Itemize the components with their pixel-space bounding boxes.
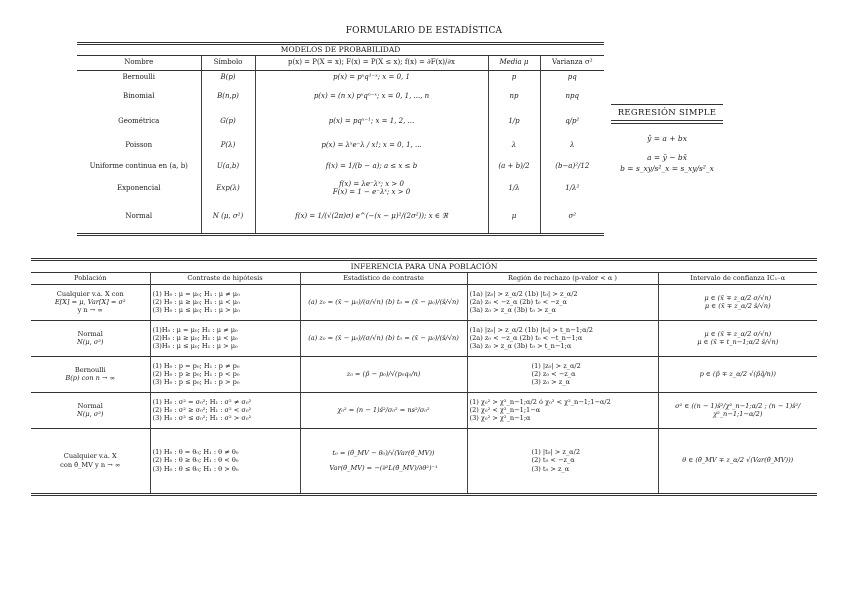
model-formula: f(x) = 1/(b − a); a ≤ x ≤ b	[255, 157, 488, 177]
model-symbol: B(p)	[201, 71, 255, 85]
inference-row	[31, 428, 817, 494]
hypotheses: (1) H₀ : σ² = σ₀²; H₁ : σ² ≠ σ₀² (2) H₀ : σ² ≥ σ₀²; H₁ : σ² < σ₀² (3) H₀ : σ² ≤ σ₀²; H₁ : σ² > σ₀²	[150, 392, 300, 428]
model-name: Binomial	[123, 91, 155, 100]
model-variance: pq	[540, 71, 604, 85]
test-statistic: t₀ = (θ̂_MV − θ₀)/√(Var(θ̂_MV)) Var(θ̂_MV) = −(∂²L(θ̂_MV)/∂θ²)⁻¹	[300, 428, 467, 494]
model-symbol: N (μ, σ²)	[201, 201, 255, 235]
page-title: FORMULARIO DE ESTADÍSTICA	[345, 26, 503, 36]
model-name: Exponencial	[117, 183, 161, 192]
models-table	[77, 42, 604, 236]
model-variance: q/p²	[540, 109, 604, 135]
header-simbolo: Símbolo	[201, 56, 255, 71]
test-statistic: χ₀² = (n − 1)ŝ²/σ₀² = ns²/σ₀²	[300, 392, 467, 428]
model-row	[77, 157, 604, 177]
model-row	[77, 109, 604, 135]
model-formula: p(x) = λˣe⁻λ / x!; x = 0, 1, ...	[255, 135, 488, 157]
model-name: Uniforme continua en (a, b)	[89, 161, 188, 170]
model-mean: p	[488, 71, 540, 85]
model-mean: μ	[488, 201, 540, 235]
model-variance: npq	[540, 85, 604, 109]
regression-box	[611, 104, 723, 173]
model-variance: σ²	[540, 201, 604, 235]
model-mean: 1/λ	[488, 177, 540, 201]
header-varianza: Varianza σ²	[540, 56, 604, 71]
confidence-interval: μ ∈ (x̄ ∓ z_α/2 σ/√n) μ ∈ (x̄ ∓ t_n−1;α/2 ŝ/√n)	[658, 320, 817, 356]
header-estadistico: Estadístico de contraste	[300, 273, 467, 284]
model-symbol: Exp(λ)	[201, 177, 255, 201]
rejection-region: (1a) |z₀| > z_α/2 (1b) |t₀| > z_α/2 (2a) z₀ < −z_α (2b) t₀ < −z_α (3a) z₀ > z_α (3b) t₀ > z_α	[467, 284, 658, 320]
regression-title: REGRESIÓN SIMPLE	[611, 104, 723, 124]
hypotheses: (1) H₀ : μ = μ₀; H₁ : μ ≠ μ₀ (2) H₀ : μ ≥ μ₀; H₁ : μ < μ₀ (3) H₀ : μ ≤ μ₀; H₁ : μ > μ₀	[150, 284, 300, 320]
model-variance: λ	[540, 135, 604, 157]
model-mean: λ	[488, 135, 540, 157]
confidence-interval: μ ∈ (x̄ ∓ z_α/2 σ/√n) μ ∈ (x̄ ∓ z_α/2 ŝ/√n)	[658, 284, 817, 320]
model-name: Bernoulli	[122, 72, 156, 81]
test-statistic: (a) z₀ = (x̄ − μ₀)/(σ/√n) (b) t₀ = (x̄ − μ₀)/(ŝ/√n)	[300, 320, 467, 356]
inference-row	[31, 284, 817, 320]
regression-eq-line: ŷ = a + bx	[647, 134, 687, 143]
confidence-interval: σ² ∈ ((n − 1)ŝ²/χ²_n−1;α/2 ; (n − 1)ŝ²/χ²_n−1;1−α/2)	[658, 392, 817, 428]
confidence-interval: p ∈ (p̂ ∓ z_α/2 √(p̂q̂/n))	[658, 356, 817, 392]
model-symbol: B(n,p)	[201, 85, 255, 109]
model-formula: p(x) = pˣq¹⁻ˣ; x = 0, 1	[255, 71, 488, 85]
regression-eq-a: a = ȳ − bx̄	[647, 153, 687, 162]
hypotheses: (1) H₀ : p = p₀; H₁ : p ≠ p₀ (2) H₀ : p ≥ p₀; H₁ : p < p₀ (3) H₀ : p ≤ p₀; H₁ : p > p₀	[150, 356, 300, 392]
header-nombre: Nombre	[77, 56, 201, 71]
model-mean: (a + b)/2	[488, 157, 540, 177]
rejection-region: (1a) |z₀| > z_α/2 (1b) |t₀| > t_n−1;α/2 (2a) z₀ < −z_α (2b) t₀ < −t_n−1;α (3a) z₀ > z_α (3b) t₀ > t_n−1;α	[467, 320, 658, 356]
model-formula: p(x) = (n x) pˣqⁿ⁻ˣ; x = 0, 1, ..., n	[255, 85, 488, 109]
models-caption: MODELOS DE PROBABILIDAD	[77, 44, 604, 56]
header-poblacion: Población	[31, 273, 150, 284]
hypotheses: (1)H₀ : μ = μ₀; H₁ : μ ≠ μ₀ (2)H₀ : μ ≥ μ₀; H₁ : μ < μ₀ (3)H₀ : μ ≤ μ₀; H₁ : μ > μ₀	[150, 320, 300, 356]
population: Cualquier v.a. X con E[X] = μ, Var[X] = σ² y n → ∞	[31, 284, 150, 320]
test-statistic: (a) z₀ = (x̄ − μ₀)/(σ/√n) (b) t₀ = (x̄ − μ₀)/(ŝ/√n)	[300, 284, 467, 320]
model-mean: 1/p	[488, 109, 540, 135]
inference-row	[31, 356, 817, 392]
header-region: Región de rechazo (p-valor < α )	[467, 273, 658, 284]
test-statistic: z₀ = (p̂ − p₀)/√(p₀q₀/n)	[300, 356, 467, 392]
inference-caption: INFERENCIA PARA UNA POBLACIÓN	[31, 260, 817, 273]
header-formula: p(x) = P(X = x); F(x) = P(X ≤ x); f(x) = ∂F(x)/∂x	[255, 56, 488, 71]
confidence-interval: θ ∈ (θ̂_MV ∓ z_α/2 √(Var(θ̂_MV)))	[658, 428, 817, 494]
model-row	[77, 201, 604, 235]
population: Normal N(μ, σ²)	[31, 320, 150, 356]
header-intervalo: Intervalo de confianza IC₁₋α	[658, 273, 817, 284]
inference-table	[31, 258, 817, 496]
model-variance: (b−a)²/12	[540, 157, 604, 177]
model-formula: f(x) = λe⁻λˣ; x > 0 F(x) = 1 − e⁻λˣ; x > 0	[255, 177, 488, 201]
model-name: Poisson	[125, 140, 153, 149]
model-row	[77, 71, 604, 85]
rejection-region: (1) |t₀| > z_α/2 (2) t₀ < −z_α (3) t₀ > z_α	[467, 428, 658, 494]
model-symbol: P(λ)	[201, 135, 255, 157]
rejection-region: (1) |z₀| > z_α/2 (2) z₀ < −z_α (3) z₀ > z_α	[467, 356, 658, 392]
model-name: Geométrica	[118, 116, 160, 125]
inference-row	[31, 320, 817, 356]
model-formula: f(x) = 1/(√(2π)σ) e^(−(x − μ)²/(2σ²)); x ∈ ℜ	[255, 201, 488, 235]
model-symbol: U(a,b)	[201, 157, 255, 177]
population: Bernoulli B(p) con n → ∞	[31, 356, 150, 392]
rejection-region: (1) χ₀² > χ²_n−1;α/2 ó χ₀² < χ²_n−1;1−α/2 (2) χ₀² < χ²_n−1;1−α (3) χ₀² > χ²_n−1;α	[467, 392, 658, 428]
model-formula: p(x) = pqˣ⁻¹; x = 1, 2, ...	[255, 109, 488, 135]
header-media: Media μ	[488, 56, 540, 71]
header-contraste: Contraste de hipótesis	[150, 273, 300, 284]
population: Cualquier v.a. X con θ̂_MV y n → ∞	[31, 428, 150, 494]
population: Normal N(μ, σ²)	[31, 392, 150, 428]
model-symbol: G(p)	[201, 109, 255, 135]
model-name: Normal	[77, 201, 201, 235]
regression-eq-b: b = s_xy/s²_x = s_xy/s²_x	[620, 164, 714, 173]
model-row	[77, 135, 604, 157]
inference-row	[31, 392, 817, 428]
model-row	[77, 177, 604, 201]
model-variance: 1/λ²	[540, 177, 604, 201]
hypotheses: (1) H₀ : θ = θ₀; H₁ : θ ≠ θ₀ (2) H₀ : θ ≥ θ₀; H₁ : θ < θ₀ (3) H₀ : θ ≤ θ₀; H₁ : θ > θ₀	[150, 428, 300, 494]
model-row	[77, 85, 604, 109]
model-mean: np	[488, 85, 540, 109]
